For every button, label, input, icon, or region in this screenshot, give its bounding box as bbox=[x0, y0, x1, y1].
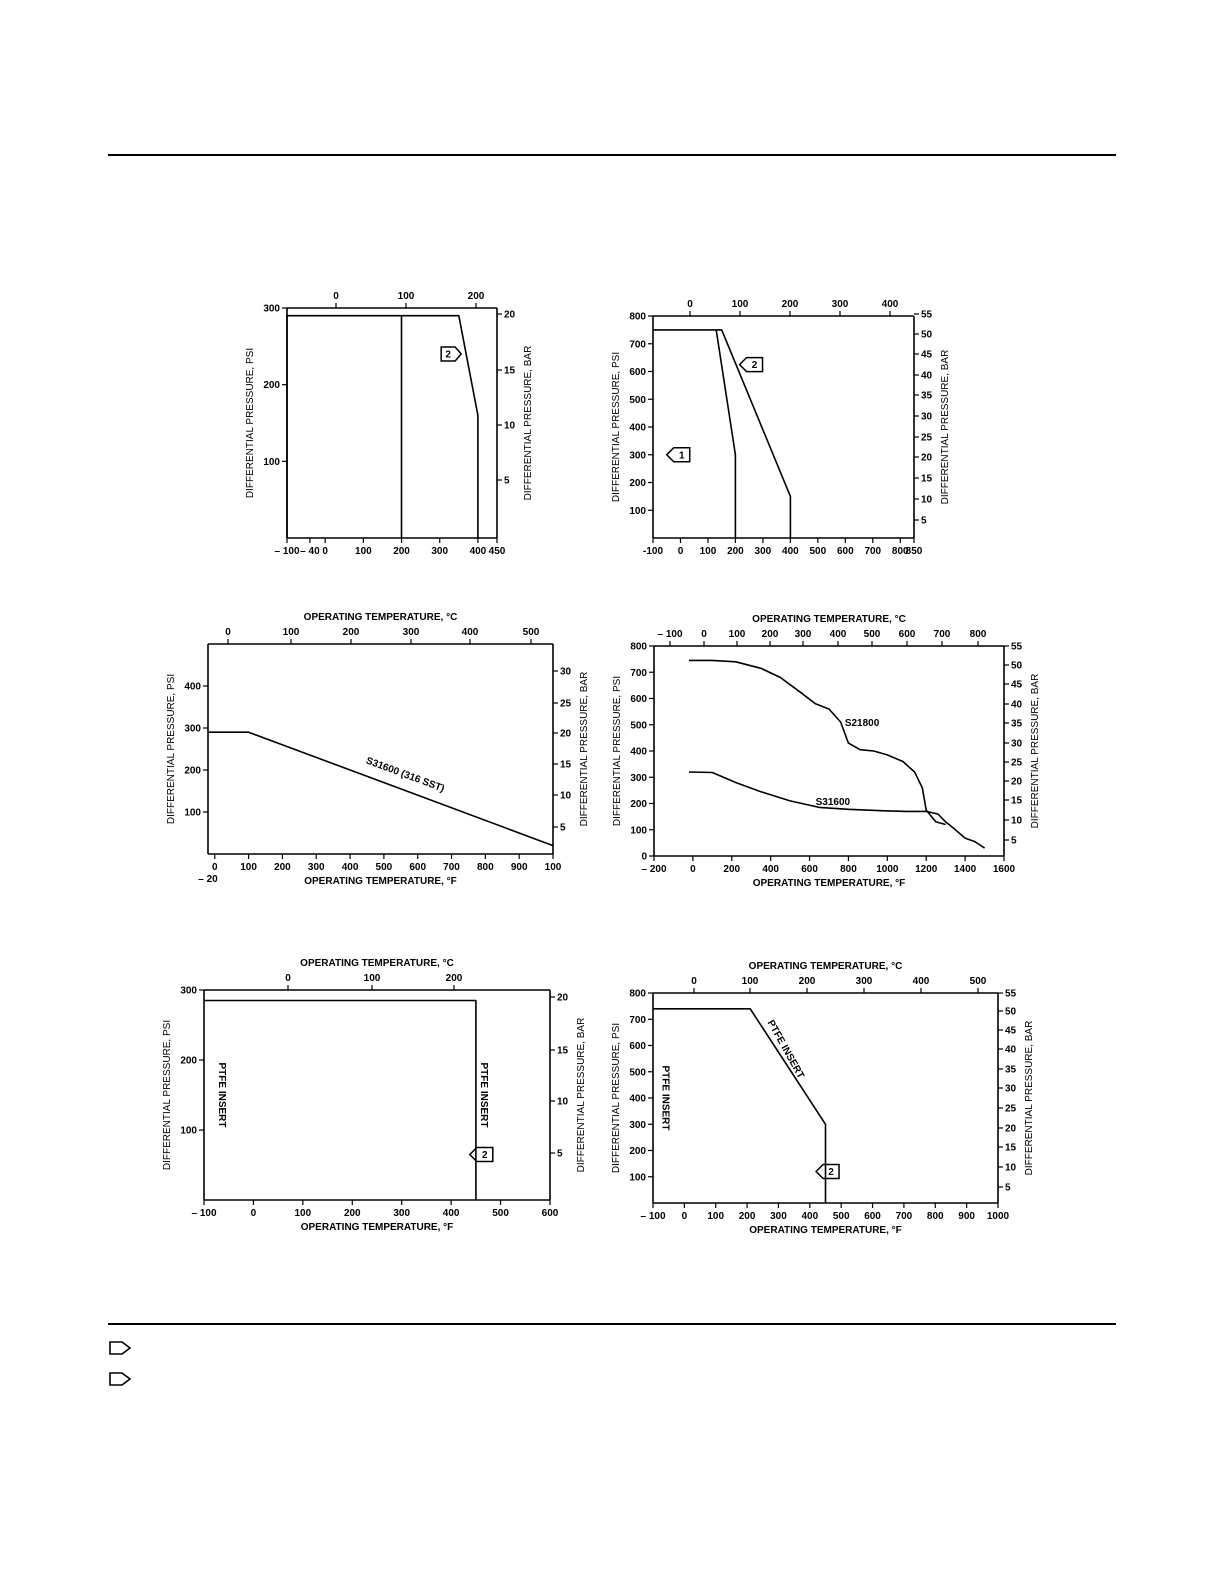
top-tick-label: 200 bbox=[781, 299, 799, 310]
right-tick-label: 5 bbox=[560, 822, 566, 834]
y-tick-label: 200 bbox=[184, 765, 201, 777]
x-tick-label: 500 bbox=[832, 1211, 850, 1222]
right-tick-label: 20 bbox=[1011, 776, 1023, 788]
x-tick-label: 400 bbox=[341, 862, 359, 873]
right-tick-label: 5 bbox=[921, 515, 927, 527]
x-tick-label: 300 bbox=[770, 1211, 787, 1222]
x-tick-label: 500 bbox=[375, 862, 393, 873]
x-tick-label: 500 bbox=[809, 546, 827, 557]
x-tick-label: 0 bbox=[322, 546, 328, 557]
x-tick-label: – 200 bbox=[641, 864, 667, 875]
right-tick-label: 25 bbox=[560, 698, 572, 710]
right-tick-label: 45 bbox=[921, 349, 933, 361]
x-tick-label: 400 bbox=[782, 546, 799, 557]
y-tick-label: 200 bbox=[630, 799, 647, 810]
y-tick-label: 200 bbox=[263, 380, 280, 392]
y-tick-label: 400 bbox=[629, 1093, 646, 1105]
x-tick-label: 600 bbox=[541, 1208, 559, 1219]
right-tick-label: 25 bbox=[921, 432, 933, 444]
y-tick-label: 600 bbox=[629, 1041, 646, 1052]
x-tick-label: – 100 bbox=[191, 1208, 217, 1219]
x-tick-label: 400 bbox=[469, 546, 487, 557]
x-tick-label: 100 bbox=[707, 1211, 725, 1222]
top-axis-title: OPERATING TEMPERATURE, °C bbox=[752, 614, 906, 625]
y-tick-label: 300 bbox=[184, 723, 201, 735]
top-axis-title: OPERATING TEMPERATURE, °C bbox=[300, 958, 454, 969]
x-tick-label: – 100 bbox=[274, 546, 300, 557]
x-tick-label: 700 bbox=[443, 862, 460, 873]
y-tick-label: 0 bbox=[641, 851, 647, 863]
top-tick-label: 200 bbox=[761, 629, 779, 640]
y-axis-title: DIFFERENTIAL PRESSURE, PSI bbox=[611, 351, 622, 503]
x-tick-label: 400 bbox=[801, 1211, 819, 1222]
curve-label: PTFE INSERT bbox=[659, 1065, 671, 1131]
x-tick-label: 200 bbox=[393, 546, 410, 557]
right-tick-label: 30 bbox=[1011, 738, 1023, 750]
y-tick-label: 100 bbox=[629, 1172, 646, 1184]
x-tick-label: 0 bbox=[250, 1208, 257, 1219]
top-tick-label: 200 bbox=[445, 973, 463, 984]
y-tick-label: 600 bbox=[630, 694, 647, 705]
y-tick-label: 600 bbox=[629, 367, 646, 378]
x-tick-label: 200 bbox=[727, 546, 744, 557]
right-tick-label: 5 bbox=[1005, 1182, 1011, 1194]
right-tick-label: 40 bbox=[1005, 1044, 1017, 1056]
curve-label: PTFE INSERT bbox=[215, 1062, 227, 1128]
x-tick-label: 400 bbox=[442, 1208, 460, 1219]
right-tick-label: 30 bbox=[1005, 1083, 1017, 1095]
y-tick-label: 700 bbox=[629, 339, 646, 351]
top-tick-label: 500 bbox=[863, 629, 881, 640]
x-tick-label: 200 bbox=[274, 862, 291, 873]
right-tick-label: 30 bbox=[921, 411, 933, 423]
right-axis-title: DIFFERENTIAL PRESSURE, BAR bbox=[576, 1017, 587, 1173]
right-axis-title: DIFFERENTIAL PRESSURE, BAR bbox=[523, 345, 534, 501]
series-line-1 bbox=[653, 1009, 826, 1203]
y-tick-label: 400 bbox=[630, 746, 647, 758]
top-tick-label: 0 bbox=[333, 291, 339, 302]
series-label: S31600 (316 SST) bbox=[364, 755, 446, 795]
right-tick-label: 20 bbox=[504, 309, 516, 321]
right-tick-label: 20 bbox=[560, 728, 572, 740]
right-tick-label: 50 bbox=[1011, 660, 1023, 672]
note-marker-label: 1 bbox=[678, 450, 685, 462]
note-marker-label: 2 bbox=[751, 360, 758, 372]
x-tick-label: 200 bbox=[738, 1211, 756, 1222]
right-tick-label: 55 bbox=[1005, 988, 1017, 1000]
top-tick-label: 0 bbox=[225, 627, 231, 638]
x-tick-label: 800 bbox=[840, 864, 857, 875]
right-tick-label: 15 bbox=[1011, 795, 1023, 807]
top-tick-label: 300 bbox=[855, 976, 873, 987]
top-tick-label: 700 bbox=[933, 629, 951, 640]
right-tick-label: 10 bbox=[560, 790, 572, 802]
right-tick-label: 10 bbox=[921, 494, 933, 506]
top-tick-label: 500 bbox=[969, 976, 987, 987]
x-tick-label: 100 bbox=[544, 862, 562, 873]
top-tick-label: 100 bbox=[363, 973, 381, 984]
top-tick-label: 800 bbox=[969, 629, 987, 640]
right-axis-title: DIFFERENTIAL PRESSURE, BAR bbox=[1030, 673, 1041, 829]
top-tick-label: 300 bbox=[831, 299, 849, 310]
x-tick-label: -100 bbox=[642, 546, 664, 557]
series-label: S31600 bbox=[815, 796, 851, 808]
note-marker-label: 2 bbox=[828, 1167, 834, 1178]
y-tick-label: 100 bbox=[263, 456, 280, 468]
y-tick-label: 400 bbox=[184, 681, 201, 693]
top-tick-label: 200 bbox=[342, 627, 360, 638]
right-tick-label: 10 bbox=[1005, 1162, 1017, 1174]
right-tick-label: 35 bbox=[1011, 718, 1023, 730]
top-tick-label: 400 bbox=[461, 627, 479, 638]
x-tick-label: 600 bbox=[836, 546, 854, 557]
right-axis-title: DIFFERENTIAL PRESSURE, BAR bbox=[940, 349, 951, 505]
right-tick-label: 20 bbox=[921, 452, 933, 464]
y-tick-label: 300 bbox=[263, 303, 280, 315]
y-axis-title: DIFFERENTIAL PRESSURE, PSI bbox=[166, 673, 177, 825]
x-tick-label: 0 bbox=[681, 1211, 688, 1222]
x-tick-label: 800 bbox=[926, 1211, 944, 1222]
right-tick-label: 15 bbox=[557, 1045, 569, 1057]
x-tick-label-extra: – 20 bbox=[198, 874, 218, 885]
y-tick-label: 800 bbox=[629, 988, 646, 1000]
y-tick-label: 800 bbox=[630, 641, 647, 653]
y-axis-title: DIFFERENTIAL PRESSURE, PSI bbox=[612, 675, 623, 827]
y-tick-label: 700 bbox=[629, 1014, 646, 1026]
x-tick-label: – 100 bbox=[640, 1211, 666, 1222]
y-axis-title: DIFFERENTIAL PRESSURE, PSI bbox=[162, 1019, 173, 1171]
right-axis-title: DIFFERENTIAL PRESSURE, BAR bbox=[1024, 1020, 1035, 1176]
x-tick-label: 900 bbox=[958, 1211, 975, 1222]
top-tick-label: 100 bbox=[282, 627, 300, 638]
right-tick-label: 45 bbox=[1005, 1025, 1017, 1037]
x-tick-label: 800 bbox=[477, 862, 494, 873]
right-tick-label: 40 bbox=[1011, 699, 1023, 711]
right-tick-label: 15 bbox=[1005, 1142, 1017, 1154]
top-tick-label: 300 bbox=[402, 627, 420, 638]
x-tick-label: 100 bbox=[294, 1208, 312, 1219]
note-marker-label: 2 bbox=[445, 349, 451, 361]
right-tick-label: 50 bbox=[1005, 1006, 1017, 1018]
x-tick-label: 0 bbox=[677, 546, 684, 557]
right-tick-label: 40 bbox=[921, 370, 933, 382]
top-tick-label: 400 bbox=[912, 976, 930, 987]
y-tick-label: 500 bbox=[629, 394, 646, 406]
right-tick-label: 15 bbox=[504, 365, 516, 377]
top-tick-label: 400 bbox=[881, 299, 899, 310]
x-tick-label: 1600 bbox=[992, 864, 1016, 875]
y-tick-label: 300 bbox=[180, 985, 197, 997]
x-axis-title: OPERATING TEMPERATURE, °F bbox=[300, 1222, 454, 1233]
right-tick-label: 35 bbox=[1005, 1064, 1017, 1076]
x-tick-label: 300 bbox=[307, 862, 325, 873]
right-tick-label: 55 bbox=[921, 309, 933, 321]
y-tick-label: 100 bbox=[630, 825, 647, 837]
x-tick-label: 700 bbox=[895, 1211, 913, 1222]
right-tick-label: 5 bbox=[504, 475, 510, 487]
x-axis-title: OPERATING TEMPERATURE, °F bbox=[752, 878, 906, 889]
y-tick-label: 700 bbox=[630, 667, 647, 679]
series-label: S21800 bbox=[844, 718, 880, 730]
x-tick-label: 300 bbox=[393, 1208, 411, 1219]
y-tick-label: 500 bbox=[630, 720, 647, 732]
y-tick-label: 200 bbox=[629, 1146, 646, 1157]
right-tick-label: 10 bbox=[557, 1096, 569, 1108]
right-tick-label: 25 bbox=[1005, 1103, 1017, 1115]
y-tick-label: 500 bbox=[629, 1067, 646, 1079]
y-tick-label: 300 bbox=[629, 1119, 646, 1131]
top-tick-label: 100 bbox=[731, 299, 749, 310]
top-tick-label: 100 bbox=[397, 291, 415, 302]
y-tick-label: 100 bbox=[629, 505, 646, 517]
curve-label: PTFE INSERT bbox=[477, 1062, 489, 1128]
x-tick-label: 450 bbox=[488, 546, 506, 557]
right-tick-label: 10 bbox=[504, 420, 516, 432]
y-tick-label: 200 bbox=[180, 1055, 197, 1067]
x-tick-label: 800 bbox=[891, 546, 909, 557]
x-tick-label: 200 bbox=[343, 1208, 361, 1219]
x-tick-label: 300 bbox=[754, 546, 772, 557]
y-axis-title: DIFFERENTIAL PRESSURE, PSI bbox=[245, 347, 256, 499]
x-tick-label: 600 bbox=[409, 862, 427, 873]
right-tick-label: 45 bbox=[1011, 679, 1023, 691]
top-tick-label: 0 bbox=[701, 629, 707, 640]
right-tick-label: 5 bbox=[557, 1148, 563, 1160]
x-tick-label: 900 bbox=[510, 862, 528, 873]
x-tick-label: 850 bbox=[905, 546, 923, 557]
top-axis-title: OPERATING TEMPERATURE, °C bbox=[748, 961, 903, 972]
top-tick-label: 200 bbox=[798, 976, 816, 987]
top-tick-label: 0 bbox=[285, 973, 291, 984]
y-tick-label: 200 bbox=[629, 478, 646, 489]
x-tick-label: 300 bbox=[431, 546, 449, 557]
top-tick-label: 600 bbox=[898, 629, 916, 640]
x-tick-label: 1000 bbox=[876, 864, 899, 875]
x-tick-label: 500 bbox=[492, 1208, 509, 1219]
top-tick-label: 400 bbox=[829, 629, 847, 640]
right-tick-label: 10 bbox=[1011, 815, 1023, 827]
right-tick-label: 25 bbox=[1011, 757, 1023, 769]
x-tick-label: 1400 bbox=[953, 864, 977, 875]
x-tick-label: 1000 bbox=[986, 1211, 1010, 1222]
x-tick-label: 600 bbox=[864, 1211, 881, 1222]
y-axis-title: DIFFERENTIAL PRESSURE, PSI bbox=[611, 1022, 622, 1174]
top-tick-label: 0 bbox=[691, 976, 697, 987]
right-tick-label: 15 bbox=[921, 473, 933, 485]
note-marker-2-icon bbox=[108, 1371, 134, 1387]
right-tick-label: 55 bbox=[1011, 641, 1023, 653]
right-tick-label: 30 bbox=[560, 666, 572, 678]
bottom-rule bbox=[108, 1323, 1116, 1325]
curve-label: PTFE INSERT bbox=[764, 1018, 806, 1081]
right-tick-label: 15 bbox=[560, 759, 572, 771]
top-tick-label: 200 bbox=[467, 291, 485, 302]
x-tick-label: 100 bbox=[240, 862, 257, 873]
note-marker-label: 2 bbox=[482, 1150, 488, 1161]
top-tick-label: – 100 bbox=[657, 629, 683, 640]
note-marker-icon bbox=[816, 1165, 839, 1179]
y-tick-label: 300 bbox=[630, 772, 647, 784]
x-tick-label: 600 bbox=[801, 864, 818, 875]
right-tick-label: 35 bbox=[921, 390, 933, 402]
x-axis-title: OPERATING TEMPERATURE, °F bbox=[749, 1225, 902, 1236]
right-tick-label: 20 bbox=[557, 992, 569, 1004]
right-axis-title: DIFFERENTIAL PRESSURE, BAR bbox=[579, 671, 590, 827]
y-tick-label: 800 bbox=[629, 311, 646, 323]
y-tick-label: 300 bbox=[629, 450, 646, 462]
x-tick-label: 1200 bbox=[915, 864, 938, 875]
y-tick-label: 100 bbox=[180, 1125, 197, 1137]
top-axis-title: OPERATING TEMPERATURE, °C bbox=[303, 612, 458, 623]
x-tick-label: 700 bbox=[864, 546, 882, 557]
top-tick-label: 100 bbox=[728, 629, 746, 640]
x-tick-label: 200 bbox=[723, 864, 741, 875]
x-axis-title: OPERATING TEMPERATURE, °F bbox=[304, 876, 457, 887]
x-tick-label: 100 bbox=[699, 546, 717, 557]
top-tick-label: 0 bbox=[687, 299, 693, 310]
x-tick-label: 0 bbox=[211, 862, 218, 873]
y-tick-label: 400 bbox=[629, 422, 646, 434]
x-tick-label: 100 bbox=[355, 546, 372, 557]
x-tick-label: – 40 bbox=[300, 546, 320, 557]
right-tick-label: 5 bbox=[1011, 835, 1017, 847]
x-tick-label: 0 bbox=[690, 864, 696, 875]
y-tick-label: 100 bbox=[184, 807, 201, 819]
top-tick-label: 500 bbox=[522, 627, 540, 638]
note-marker-1-icon bbox=[108, 1340, 134, 1356]
top-tick-label: 100 bbox=[741, 976, 759, 987]
top-tick-label: 300 bbox=[794, 629, 812, 640]
right-tick-label: 20 bbox=[1005, 1123, 1017, 1135]
right-tick-label: 50 bbox=[921, 329, 933, 341]
x-tick-label: 400 bbox=[762, 864, 780, 875]
